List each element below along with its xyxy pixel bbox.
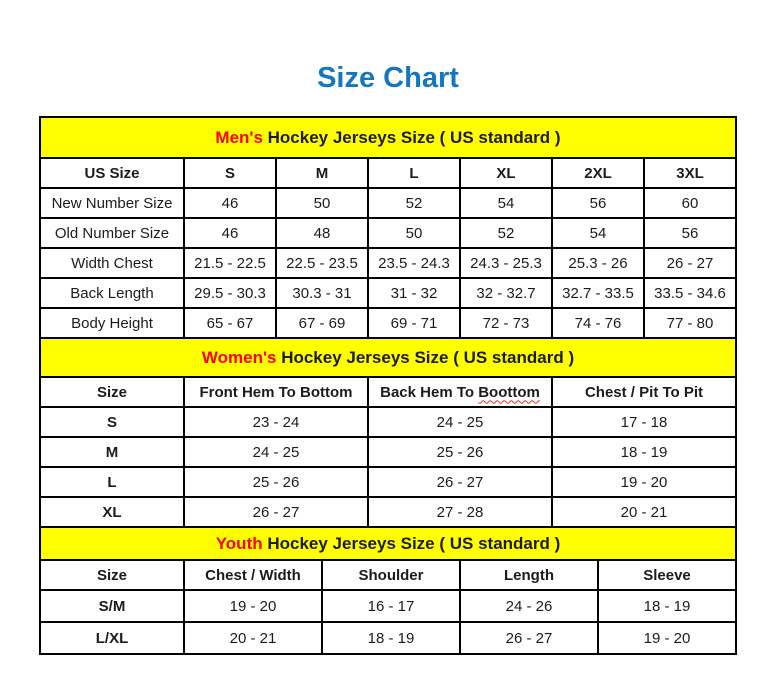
- youth-section-band: [40, 527, 736, 560]
- youth-title-rest: Hockey Jerseys Size ( US standard ): [262, 533, 561, 553]
- mens-col-header-3xl: 3XL: [644, 158, 736, 188]
- youth-row-lxl: [40, 622, 736, 654]
- cell: 16 - 17: [322, 590, 460, 622]
- mens-section-title: [40, 117, 736, 158]
- youth-title-accent: Youth: [215, 533, 263, 553]
- womens-col-header-front-hem: Front Hem To Bottom: [184, 377, 368, 407]
- page-title: Size Chart: [317, 62, 459, 94]
- row-label: New Number Size: [40, 188, 184, 218]
- cell: 56: [644, 218, 736, 248]
- cell: 24 - 25: [368, 407, 552, 437]
- cell: 18 - 19: [552, 437, 736, 467]
- womens-row-xl: [40, 497, 736, 527]
- cell: 27 - 28: [368, 497, 552, 527]
- mens-col-header-us-size: US Size: [40, 158, 184, 188]
- cell: 19 - 20: [184, 590, 322, 622]
- womens-row-m: [40, 437, 736, 467]
- cell: 18 - 19: [598, 590, 736, 622]
- row-label: L/XL: [40, 622, 184, 654]
- row-label: Body Height: [40, 308, 184, 338]
- back-hem-prefix: Back Hem To: [380, 383, 479, 401]
- mens-col-header-l: L: [368, 158, 460, 188]
- youth-col-header-length: Length: [460, 560, 598, 590]
- row-label: Old Number Size: [40, 218, 184, 248]
- cell: 24 - 26: [460, 590, 598, 622]
- cell: 54: [552, 218, 644, 248]
- cell: 21.5 - 22.5: [184, 248, 276, 278]
- cell: 60: [644, 188, 736, 218]
- cell: 50: [276, 188, 368, 218]
- mens-row-new-number-size: [40, 188, 736, 218]
- size-chart-table: [39, 116, 737, 655]
- mens-col-header-m: M: [276, 158, 368, 188]
- mens-table: [40, 117, 736, 338]
- row-label: Back Length: [40, 278, 184, 308]
- womens-title-accent: Women's: [201, 347, 277, 367]
- womens-table: [40, 338, 736, 527]
- cell: 50: [368, 218, 460, 248]
- cell: 24.3 - 25.3: [460, 248, 552, 278]
- mens-title-accent: Men's: [215, 127, 263, 147]
- cell: 26 - 27: [460, 622, 598, 654]
- womens-row-l: [40, 467, 736, 497]
- cell: 69 - 71: [368, 308, 460, 338]
- row-label: S/M: [40, 590, 184, 622]
- womens-col-header-size: Size: [40, 377, 184, 407]
- youth-col-header-chest-width: Chest / Width: [184, 560, 322, 590]
- cell: 54: [460, 188, 552, 218]
- cell: 67 - 69: [276, 308, 368, 338]
- row-label: M: [40, 437, 184, 467]
- cell: 25 - 26: [184, 467, 368, 497]
- cell: 26 - 27: [644, 248, 736, 278]
- womens-title-rest: Hockey Jerseys Size ( US standard ): [276, 347, 575, 367]
- cell: 48: [276, 218, 368, 248]
- cell: 52: [460, 218, 552, 248]
- mens-header-row: [40, 158, 736, 188]
- cell: 22.5 - 23.5: [276, 248, 368, 278]
- cell: 23 - 24: [184, 407, 368, 437]
- cell: 72 - 73: [460, 308, 552, 338]
- mens-row-back-length: [40, 278, 736, 308]
- mens-row-width-chest: [40, 248, 736, 278]
- mens-title-rest: Hockey Jerseys Size ( US standard ): [262, 127, 561, 147]
- youth-header-row: [40, 560, 736, 590]
- youth-col-header-shoulder: Shoulder: [322, 560, 460, 590]
- womens-section-title: [40, 338, 736, 377]
- mens-col-header-xl: XL: [460, 158, 552, 188]
- cell: 19 - 20: [598, 622, 736, 654]
- cell: 46: [184, 218, 276, 248]
- cell: 46: [184, 188, 276, 218]
- row-label: S: [40, 407, 184, 437]
- cell: 20 - 21: [552, 497, 736, 527]
- row-label: XL: [40, 497, 184, 527]
- cell: 65 - 67: [184, 308, 276, 338]
- youth-col-header-sleeve: Sleeve: [598, 560, 736, 590]
- cell: 30.3 - 31: [276, 278, 368, 308]
- youth-col-header-size: Size: [40, 560, 184, 590]
- youth-row-sm: [40, 590, 736, 622]
- youth-table: [40, 527, 736, 654]
- cell: 29.5 - 30.3: [184, 278, 276, 308]
- mens-col-header-2xl: 2XL: [552, 158, 644, 188]
- cell: 24 - 25: [184, 437, 368, 467]
- back-hem-misspelled-word: Boottom: [478, 383, 540, 401]
- cell: 32.7 - 33.5: [552, 278, 644, 308]
- cell: 74 - 76: [552, 308, 644, 338]
- womens-header-row: [40, 377, 736, 407]
- row-label: L: [40, 467, 184, 497]
- cell: 20 - 21: [184, 622, 322, 654]
- womens-col-header-chest-pit: Chest / Pit To Pit: [552, 377, 736, 407]
- mens-section-band: [40, 117, 736, 158]
- youth-section-title: [40, 527, 736, 560]
- cell: 77 - 80: [644, 308, 736, 338]
- cell: 26 - 27: [184, 497, 368, 527]
- cell: 25.3 - 26: [552, 248, 644, 278]
- womens-row-s: [40, 407, 736, 437]
- womens-col-header-back-hem: [368, 377, 552, 407]
- cell: 52: [368, 188, 460, 218]
- cell: 26 - 27: [368, 467, 552, 497]
- cell: 25 - 26: [368, 437, 552, 467]
- mens-col-header-s: S: [184, 158, 276, 188]
- cell: 17 - 18: [552, 407, 736, 437]
- row-label: Width Chest: [40, 248, 184, 278]
- cell: 32 - 32.7: [460, 278, 552, 308]
- womens-section-band: [40, 338, 736, 377]
- cell: 19 - 20: [552, 467, 736, 497]
- cell: 56: [552, 188, 644, 218]
- cell: 31 - 32: [368, 278, 460, 308]
- cell: 33.5 - 34.6: [644, 278, 736, 308]
- cell: 18 - 19: [322, 622, 460, 654]
- mens-row-body-height: [40, 308, 736, 338]
- cell: 23.5 - 24.3: [368, 248, 460, 278]
- mens-row-old-number-size: [40, 218, 736, 248]
